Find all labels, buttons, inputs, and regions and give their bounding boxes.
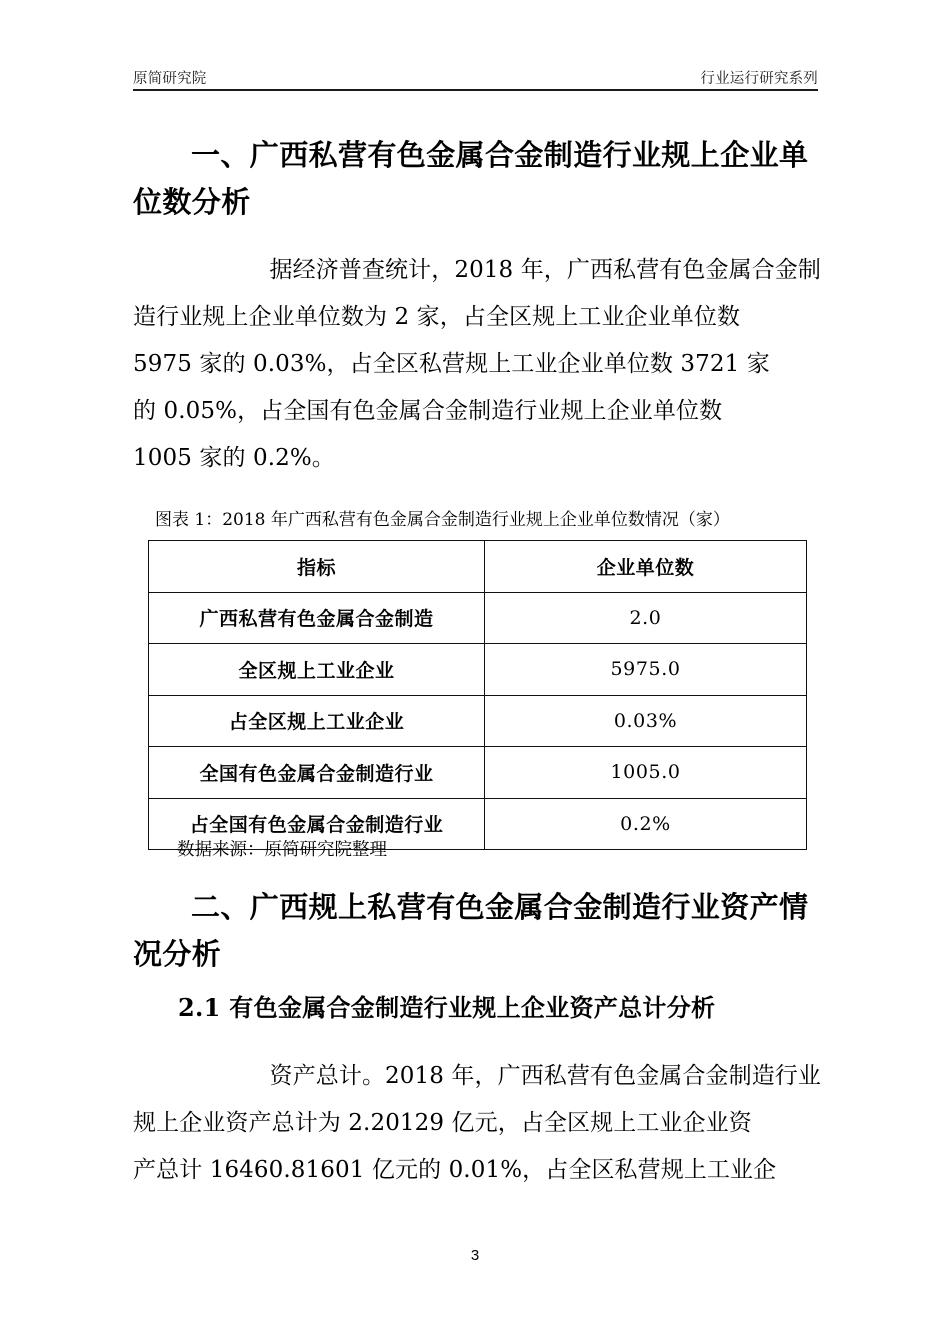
table-row-value: 1005.0 <box>485 747 807 799</box>
table-caption: 图表 1：2018 年广西私营有色金属合金制造行业规上企业单位数情况（家） <box>155 510 730 530</box>
paragraph2-line2: 规上企业资产总计为 2.20129 亿元，占全区规上工业企业资 <box>133 1110 752 1136</box>
paragraph1-line4: 的 0.05%，占全国有色金属合金制造行业规上企业单位数 <box>133 398 723 424</box>
paragraph-line <box>133 1100 821 1147</box>
paragraph-unit-count <box>133 247 821 482</box>
table-column-header-indicator: 指标 <box>149 541 485 593</box>
table-row-label: 全国有色金属合金制造行业 <box>149 747 485 799</box>
table-row <box>149 592 807 644</box>
paragraph1-line2: 造行业规上企业单位数为 2 家，占全区规上工业企业单位数 <box>133 304 741 330</box>
section-heading-1-line2: 位数分析 <box>133 185 251 219</box>
table-row-value: 0.03% <box>485 695 807 747</box>
paragraph-line <box>133 1053 821 1100</box>
section-heading-2 <box>133 884 821 978</box>
section-heading-2-line1: 二、广西规上私营有色金属合金制造行业资产情 <box>191 890 809 924</box>
table-row-value: 5975.0 <box>485 644 807 696</box>
table-column-header-unit-count: 企业单位数 <box>485 541 807 593</box>
table-row-value: 2.0 <box>485 592 807 644</box>
table-row <box>149 747 807 799</box>
paragraph-line <box>133 247 821 294</box>
table-row-value: 0.2% <box>485 798 807 850</box>
page-header <box>133 62 818 88</box>
paragraph-line <box>133 294 821 341</box>
table-row-label: 占全国有色金属合金制造行业 <box>149 798 485 850</box>
paragraph-line <box>133 1147 821 1194</box>
header-divider-rule <box>133 89 818 91</box>
section-heading-1 <box>133 132 821 226</box>
paragraph2-line3: 产总计 16460.81601 亿元的 0.01%，占全区私营规上工业企 <box>133 1157 777 1183</box>
section-heading-2-line2: 况分析 <box>133 937 222 971</box>
table-row-label: 广西私营有色金属合金制造 <box>149 592 485 644</box>
table-row <box>149 695 807 747</box>
table-row <box>149 644 807 696</box>
paragraph1-line1: 据经济普查统计，2018 年，广西私营有色金属合金制 <box>269 257 821 283</box>
table-source-note: 数据来源：原简研究院整理 <box>177 840 387 860</box>
page-number: 3 <box>470 1247 480 1264</box>
unit-count-table <box>148 540 807 850</box>
paragraph2-line1: 资产总计。2018 年，广西私营有色金属合金制造行业 <box>269 1063 821 1089</box>
paragraph1-line5: 1005 家的 0.2%。 <box>133 445 335 471</box>
subsection-heading-2-1: 2.1 有色金属合金制造行业规上企业资产总计分析 <box>178 993 716 1022</box>
paragraph-line <box>133 388 821 435</box>
paragraph-total-assets <box>133 1053 821 1194</box>
header-left-text: 原简研究院 <box>133 71 207 87</box>
paragraph-line <box>133 435 821 482</box>
paragraph1-line3: 5975 家的 0.03%，占全区私营规上工业企业单位数 3721 家 <box>133 351 770 377</box>
table-header-row <box>149 541 807 593</box>
table-row-label: 占全区规上工业企业 <box>149 695 485 747</box>
table-row-label: 全区规上工业企业 <box>149 644 485 696</box>
paragraph-line <box>133 341 821 388</box>
section-heading-1-line1: 一、广西私营有色金属合金制造行业规上企业单 <box>191 138 809 172</box>
header-right-text: 行业运行研究系列 <box>700 71 818 87</box>
